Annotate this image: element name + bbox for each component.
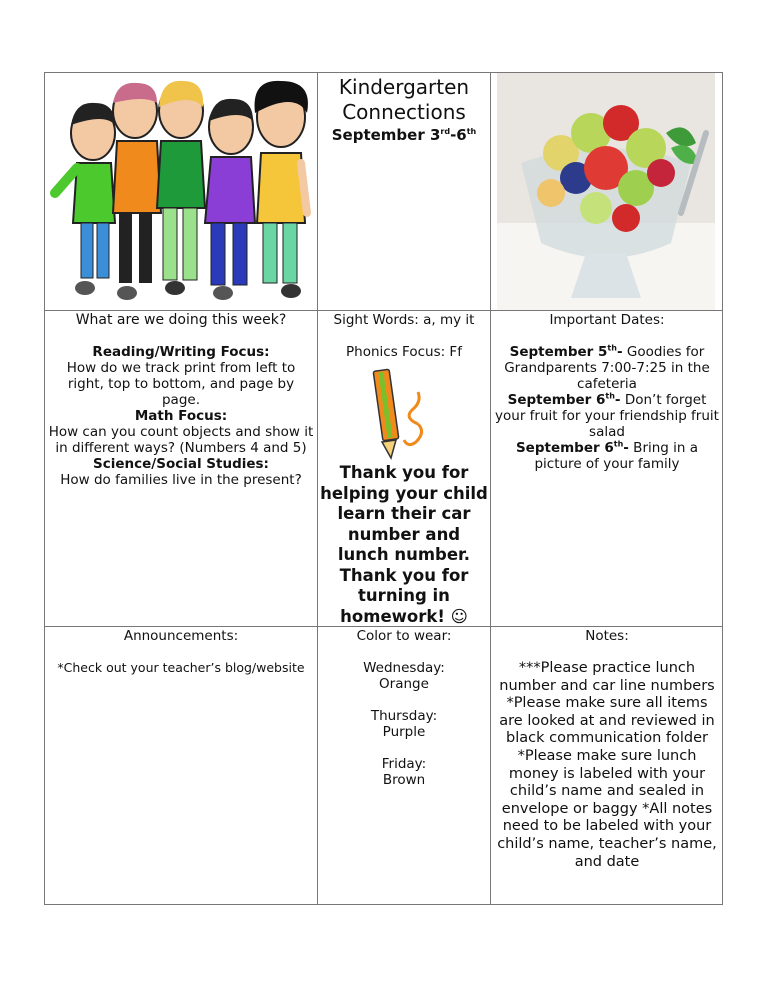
date-item-dash: - bbox=[623, 440, 629, 456]
date-item bbox=[494, 440, 720, 472]
title-cell bbox=[318, 73, 490, 310]
announcement-text: *Check out your teacher’s blog/website bbox=[57, 660, 305, 675]
date-item-sup: th bbox=[605, 391, 615, 401]
date-item-sup: th bbox=[607, 343, 617, 353]
date-item bbox=[494, 344, 720, 392]
title-line-2: Connections bbox=[342, 100, 466, 124]
notes-text: ***Please practice lunch number and car line numbers *Please make sure all items are looked at and reviewed in black communication folder *Please make sure lunch money is labeled with your child’s name and sealed in envelope or baggy *All notes need to be labeled with your child’s name, teacher’s name, and date bbox=[497, 660, 717, 870]
sight-words: Sight Words: a, my it bbox=[333, 312, 475, 328]
thank-you-message: Thank you for helping your child learn their car number and lunch number. Thank you for turning in homework! ☺ bbox=[320, 463, 488, 625]
weekly-focus-heading: What are we doing this week? bbox=[75, 312, 287, 328]
color-day: Thursday: bbox=[370, 708, 438, 724]
color-day: Wednesday: bbox=[363, 660, 445, 676]
color-value: Purple bbox=[382, 724, 426, 740]
date-item bbox=[494, 392, 720, 440]
color-to-wear-cell bbox=[320, 627, 488, 903]
date-item-text: Bring in a picture of your family bbox=[534, 440, 699, 472]
weekly-focus-cell bbox=[48, 311, 314, 625]
date-item-label: September 6 bbox=[507, 392, 606, 408]
notes-heading: Notes: bbox=[585, 628, 629, 644]
date-item-text: Don’t forget your fruit for your friendship fruit salad bbox=[495, 392, 719, 440]
page-title bbox=[318, 75, 490, 125]
date-range-start: September 3 bbox=[331, 126, 441, 144]
sight-words-cell bbox=[320, 311, 488, 625]
announcements-heading: Announcements: bbox=[123, 628, 239, 644]
date-range-sup-2: th bbox=[466, 127, 477, 136]
math-focus-text: How can you count objects and show it in different ways? (Numbers 4 and 5) bbox=[48, 424, 314, 456]
fruit-image-cell bbox=[491, 73, 722, 310]
table-bottom-border bbox=[44, 904, 723, 905]
date-item-label: September 6 bbox=[515, 440, 614, 456]
newsletter-table bbox=[44, 72, 723, 905]
color-day: Friday: bbox=[381, 756, 427, 772]
date-item-dash: - bbox=[614, 392, 621, 408]
pencil-icon bbox=[364, 362, 444, 462]
phonics-focus: Phonics Focus: Ff bbox=[346, 344, 462, 360]
date-item-label: September 5 bbox=[509, 344, 608, 360]
date-item-sup: th bbox=[613, 439, 624, 449]
fruit-salad-icon bbox=[491, 73, 722, 310]
date-item-text: Goodies for Grandparents 7:00-7:25 in the cafeteria bbox=[504, 344, 710, 392]
science-focus-text: How do families live in the present? bbox=[60, 472, 302, 488]
color-to-wear-heading: Color to wear: bbox=[356, 628, 452, 644]
date-range-end: -6 bbox=[450, 126, 467, 144]
kids-clipart-icon bbox=[45, 73, 317, 310]
title-line-1: Kindergarten bbox=[338, 75, 470, 99]
math-focus-label: Math Focus: bbox=[134, 408, 228, 424]
color-value: Orange bbox=[379, 676, 429, 692]
announcements-cell bbox=[48, 627, 314, 903]
table-right-border bbox=[722, 72, 723, 905]
important-dates-cell bbox=[494, 311, 720, 625]
date-item-dash: - bbox=[616, 344, 623, 360]
date-range-sup-1: rd bbox=[440, 127, 451, 136]
color-value: Brown bbox=[382, 772, 426, 788]
reading-focus-text: How do we track print from left to right, top to bottom, and page by page. bbox=[66, 360, 296, 408]
science-focus-label: Science/Social Studies: bbox=[93, 456, 269, 472]
important-dates-heading: Important Dates: bbox=[549, 312, 665, 328]
reading-focus-label: Reading/Writing Focus: bbox=[92, 344, 270, 360]
kids-image-cell bbox=[45, 73, 317, 310]
notes-cell bbox=[494, 627, 720, 903]
date-range bbox=[318, 125, 490, 145]
